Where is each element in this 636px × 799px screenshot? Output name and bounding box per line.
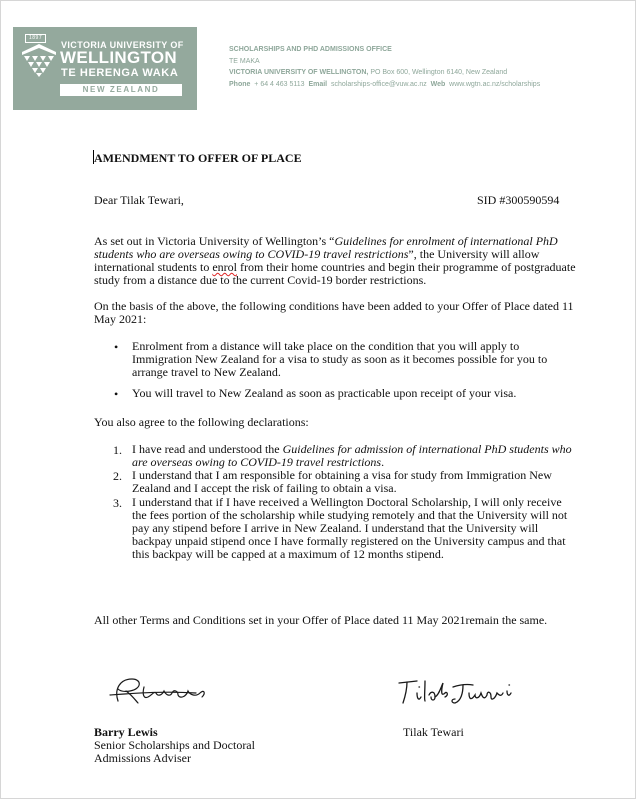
paragraph-declarations-intro: You also agree to the following declarations:: [94, 415, 309, 429]
student-id: SID #300590594: [477, 193, 560, 207]
logo-line-1: VICTORIA UNIVERSITY OF: [61, 40, 184, 50]
logo-line-4: NEW ZEALAND: [60, 84, 182, 96]
bullet-icon: •: [114, 340, 119, 354]
declaration-number: 3.: [113, 496, 122, 510]
paragraph-guidelines: As set out in Victoria University of Wellington’s “Guidelines for enrolment of international PhD students who are overseas owing to COVID-19 travel restrictions”, the University will allow international students to enrol from their home countries and begin their programme of postgraduate study from a distance due to the current Covid-19 border restrictions.: [94, 234, 576, 287]
logo-established: 1897: [25, 34, 46, 43]
paragraph-conditions-intro: On the basis of the above, the following conditions have been added to your Offer of Place dated 11 May 2021:: [94, 299, 574, 326]
condition-item: You will travel to New Zealand as soon as practicable upon receipt of your visa.: [132, 386, 517, 400]
declaration-item: I understand that if I have received a Wellington Doctoral Scholarship, I will only receive the fees portion of the scholarship while studying remotely and that the University will not pay any stipend before I arrive in New Zealand. I understand that the University will backpay unpaid stipend once I have formally registered on the University campus and that this backpay will be capped at a maximum of 12 months stipend.: [132, 495, 568, 561]
office-address: VICTORIA UNIVERSITY OF WELLINGTON, PO Box 600, Wellington 6140, New Zealand: [229, 69, 508, 76]
declaration-number: 1.: [113, 443, 122, 457]
spellcheck-word: enrol: [212, 260, 237, 274]
salutation: Dear Tilak Tewari,: [94, 193, 184, 207]
office-name: SCHOLARSHIPS AND PHD ADMISSIONS OFFICE: [229, 46, 392, 53]
bullet-icon: •: [114, 387, 119, 401]
office-header: [229, 44, 540, 90]
office-contacts: Phone + 64 4 463 5113 Email scholarships-office@vuw.ac.nz Web www.wgtn.ac.nz/scholarships: [229, 80, 541, 88]
crest-icon: [20, 40, 58, 78]
closing-paragraph: All other Terms and Conditions set in your Offer of Place dated 11 May 2021remain the same.: [94, 613, 548, 627]
condition-item: Enrolment from a distance will take place on the condition that you will apply to Immigration New Zealand for a visa to study as soon as it becomes possible for you to arrange travel to New Zealand.: [132, 339, 548, 379]
signer-name: Barry Lewis: [94, 725, 158, 739]
university-logo: [13, 27, 197, 110]
declaration-number: 2.: [113, 469, 122, 483]
letter-title: AMENDMENT TO OFFER OF PLACE: [94, 151, 302, 165]
office-maori-name: TE MAKA: [229, 57, 260, 65]
declaration-item: I have read and understood the Guidelines for admission of international PhD students who are overseas owing to COVID-19 travel restrictions.: [132, 442, 572, 469]
signer-title: Senior Scholarships and Doctoral Admissions Adviser: [94, 738, 255, 765]
logo-line-2: WELLINGTON: [60, 48, 177, 67]
student-name: Tilak Tewari: [403, 725, 464, 739]
logo-line-3: TE HERENGA WAKA: [61, 67, 179, 79]
student-signature: [395, 673, 519, 709]
barry-lewis-signature: [108, 673, 210, 709]
declaration-item: I understand that I am responsible for obtaining a visa for study from Immigration New Zealand and I accept the risk of failing to obtain a visa.: [132, 468, 552, 495]
